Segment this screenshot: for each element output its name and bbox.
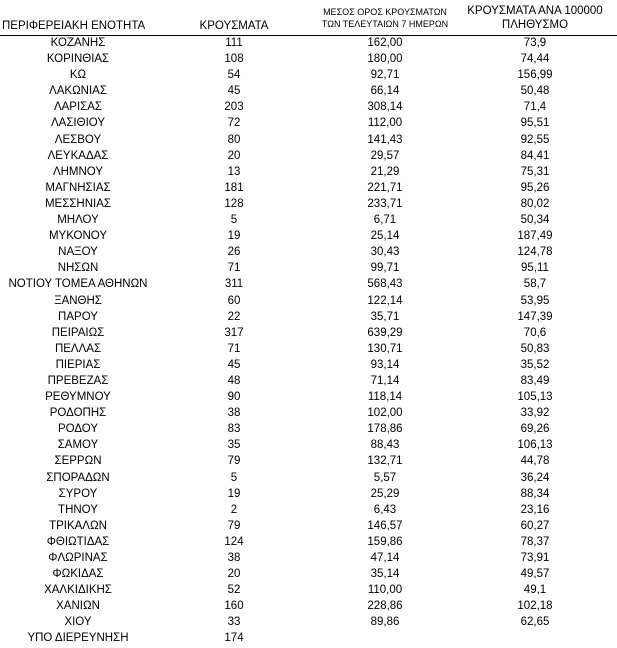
per100k-cell: 88,34 — [520, 487, 550, 500]
avg7-cell: 47,14 — [370, 552, 400, 564]
avg7-cell: 110,00 — [367, 584, 403, 597]
avg7-cell: 102,00 — [367, 407, 403, 420]
table-row — [0, 631, 617, 647]
per100k-cell: 95,11 — [521, 262, 549, 275]
avg7-cell: 146,57 — [367, 519, 403, 532]
cases-cell: 5 — [230, 471, 238, 484]
region-cell: ΜΥΚΟΝΟΥ — [48, 230, 108, 243]
avg7-cell: 180,00 — [367, 53, 403, 66]
header-region: ΠΕΡΙΦΕΡΕΙΑΚΗ ΕΝΟΤΗΤΑ — [2, 20, 146, 32]
table-row — [0, 406, 617, 422]
table-row — [0, 277, 617, 293]
per100k-cell: 62,65 — [520, 616, 550, 629]
region-cell: ΜΗΛΟΥ — [57, 214, 99, 227]
per100k-cell: 124,78 — [517, 246, 553, 259]
cases-cell: 26 — [227, 246, 241, 259]
avg7-cell: 92,71 — [370, 69, 400, 82]
region-cell: ΞΑΝΘΗΣ — [54, 294, 102, 307]
region-cell: ΜΑΓΝΗΣΙΑΣ — [45, 181, 111, 194]
per100k-cell: 156,99 — [517, 69, 553, 82]
region-cell: ΛΑΚΩΝΙΑΣ — [49, 85, 107, 98]
per100k-cell: 58,7 — [523, 278, 547, 291]
avg7-cell: 6,71 — [373, 214, 397, 227]
region-cell: ΚΟΡΙΝΘΙΑΣ — [46, 53, 110, 66]
table-row — [0, 84, 617, 100]
avg7-cell: 29,57 — [370, 149, 400, 162]
per100k-cell: 71,4 — [523, 101, 547, 114]
cases-cell: 90 — [227, 391, 241, 404]
region-cell: ΦΩΚΙΔΑΣ — [52, 568, 104, 581]
avg7-cell: 93,14 — [370, 358, 400, 371]
per100k-cell: 36,24 — [520, 471, 550, 484]
per100k-cell: 53,95 — [520, 294, 550, 307]
region-cell: ΠΡΕΒΕΖΑΣ — [47, 374, 109, 387]
region-cell: ΠΙΕΡΙΑΣ — [55, 358, 101, 371]
cases-cell: 38 — [227, 552, 241, 564]
avg7-cell: 89,86 — [370, 616, 400, 629]
table-row — [0, 567, 617, 583]
table-row — [0, 310, 617, 326]
cases-cell: 160 — [224, 600, 244, 613]
table-row — [0, 503, 617, 519]
avg7-cell: 221,71 — [367, 181, 403, 194]
avg7-cell: 132,71 — [367, 455, 403, 468]
per100k-cell: 106,13 — [517, 439, 553, 452]
per100k-cell: 35,52 — [520, 358, 550, 371]
avg7-cell: 308,14 — [367, 101, 403, 114]
cases-cell: 48 — [227, 374, 241, 387]
table-row — [0, 358, 617, 374]
cases-cell: 128 — [224, 197, 244, 210]
table-row — [0, 342, 617, 358]
table-row — [0, 100, 617, 116]
region-cell: ΧΑΝΙΩΝ — [56, 600, 100, 613]
cases-cell: 79 — [227, 519, 241, 532]
per100k-cell: 49,1 — [523, 584, 547, 597]
cases-cell: 71 — [227, 342, 241, 355]
region-cell: ΛΑΣΙΘΙΟΥ — [50, 117, 106, 130]
per100k-cell: 84,41 — [520, 149, 550, 162]
table-row — [0, 487, 617, 503]
table-row — [0, 471, 617, 487]
region-cell: ΜΕΣΣΗΝΙΑΣ — [44, 197, 112, 210]
region-cell: ΝΑΞΟΥ — [58, 246, 98, 259]
cases-cell: 72 — [227, 117, 241, 130]
region-cell: ΧΙΟΥ — [64, 616, 92, 629]
header-per100k-line1: ΚΡΟΥΣΜΑΤΑ ΑΝΑ 100000 — [467, 5, 603, 17]
region-cell: ΠΕΛΛΑΣ — [54, 342, 102, 355]
cases-cell: 19 — [227, 230, 241, 243]
header-avg7 — [310, 6, 460, 30]
per100k-cell: 187,49 — [517, 230, 553, 243]
avg7-cell: 568,43 — [367, 278, 403, 291]
avg7-cell: 35,14 — [370, 568, 400, 581]
avg7-cell: 21,29 — [370, 165, 400, 178]
region-cell: ΦΘΙΩΤΙΔΑΣ — [46, 535, 110, 548]
avg7-cell: 25,29 — [370, 487, 400, 500]
table-row — [0, 551, 617, 567]
region-cell: ΥΠΟ ΔΙΕΡΕΥΝΗΣΗ — [27, 632, 129, 645]
region-cell: ΛΕΣΒΟΥ — [54, 133, 102, 146]
cases-cell: 5 — [230, 214, 238, 227]
per100k-cell: 83,49 — [520, 374, 550, 387]
cases-cell: 38 — [227, 407, 241, 420]
table-row — [0, 181, 617, 197]
cases-cell: 20 — [227, 149, 241, 162]
table-row — [0, 454, 617, 470]
per100k-cell: 78,37 — [520, 535, 550, 548]
cases-cell: 71 — [227, 262, 241, 275]
per100k-cell: 102,18 — [517, 600, 553, 613]
region-cell: ΝΟΤΙΟΥ ΤΟΜΕΑ ΑΘΗΝΩΝ — [8, 278, 148, 291]
avg7-cell: 88,43 — [370, 439, 400, 452]
cases-cell: 60 — [227, 294, 241, 307]
avg7-cell: 5,57 — [373, 471, 397, 484]
cases-cell: 124 — [224, 535, 244, 548]
table-header — [0, 0, 617, 36]
table-row — [0, 438, 617, 454]
region-cell: ΠΑΡΟΥ — [58, 310, 98, 323]
region-cell: ΣΥΡΟΥ — [58, 487, 98, 500]
avg7-cell: 112,00 — [367, 117, 403, 130]
per100k-cell: 80,02 — [520, 197, 550, 210]
per100k-cell: 69,26 — [520, 423, 550, 436]
avg7-cell: 639,29 — [367, 326, 403, 339]
per100k-cell: 92,55 — [520, 133, 550, 146]
per100k-cell: 50,83 — [520, 342, 550, 355]
cases-cell: 311 — [224, 278, 244, 291]
avg7-cell: 118,14 — [367, 391, 403, 404]
per100k-cell: 70,6 — [523, 326, 547, 339]
cases-cell: 19 — [227, 487, 241, 500]
table-row — [0, 197, 617, 213]
table-row — [0, 165, 617, 181]
table-body — [0, 36, 617, 648]
region-cell: ΣΕΡΡΩΝ — [54, 455, 102, 468]
region-cell: ΡΟΔΟΥ — [57, 423, 99, 436]
region-cell: ΚΩ — [69, 69, 87, 82]
cases-cell: 52 — [227, 584, 241, 597]
header-cases: ΚΡΟΥΣΜΑΤΑ — [199, 20, 269, 32]
per100k-cell: 75,31 — [520, 165, 550, 178]
table-row — [0, 422, 617, 438]
table-row — [0, 149, 617, 165]
table-row — [0, 599, 617, 615]
cases-cell: 108 — [224, 53, 244, 66]
region-cell: ΦΛΩΡΙΝΑΣ — [48, 552, 108, 564]
region-cell: ΛΕΥΚΑΔΑΣ — [47, 149, 109, 162]
per100k-cell: 50,34 — [520, 214, 550, 227]
region-cell: ΤΡΙΚΑΛΩΝ — [49, 519, 107, 532]
avg7-cell: 6,43 — [373, 503, 397, 516]
region-cell: ΝΗΣΩΝ — [57, 262, 99, 275]
region-cell: ΣΑΜΟΥ — [57, 439, 99, 452]
table-row — [0, 294, 617, 310]
cases-cell: 13 — [227, 165, 241, 178]
table-row — [0, 52, 617, 68]
cases-cell: 2 — [230, 503, 238, 516]
header-per100k-line2: ΠΛΗΘΥΣΜΟ — [501, 19, 569, 31]
per100k-cell: 60,27 — [520, 519, 550, 532]
table-row — [0, 213, 617, 229]
cases-cell: 174 — [224, 632, 244, 645]
cases-cell: 83 — [227, 423, 241, 436]
per100k-cell: 73,9 — [523, 37, 547, 49]
avg7-cell: 30,43 — [370, 246, 400, 259]
table-row — [0, 374, 617, 390]
region-cell: ΤΗΝΟΥ — [58, 503, 98, 516]
header-per100k — [460, 4, 610, 32]
per100k-cell: 73,91 — [520, 552, 550, 564]
table-row — [0, 535, 617, 551]
per100k-cell: 74,44 — [520, 53, 550, 66]
per100k-cell: 105,13 — [517, 391, 553, 404]
avg7-cell: 25,14 — [370, 230, 400, 243]
per100k-cell: 33,92 — [520, 407, 550, 420]
region-cell: ΣΠΟΡΑΔΩΝ — [46, 471, 110, 484]
table-row — [0, 133, 617, 149]
avg7-cell: 122,14 — [367, 294, 403, 307]
region-cell: ΛΗΜΝΟΥ — [52, 165, 104, 178]
avg7-cell: 228,86 — [367, 600, 403, 613]
per100k-cell: 44,78 — [520, 455, 550, 468]
cases-cell: 35 — [227, 439, 241, 452]
region-cell: ΚΟΖΑΝΗΣ — [50, 37, 106, 49]
cases-cell: 20 — [227, 568, 241, 581]
cases-cell: 79 — [227, 455, 241, 468]
per100k-cell: 23,16 — [520, 503, 550, 516]
table-row — [0, 36, 617, 52]
avg7-cell: 71,14 — [370, 374, 400, 387]
cases-cell: 33 — [227, 616, 241, 629]
table-row — [0, 583, 617, 599]
per100k-cell: 95,26 — [520, 181, 550, 194]
table-row — [0, 519, 617, 535]
per100k-cell: 95,51 — [520, 117, 550, 130]
table-row — [0, 326, 617, 342]
region-cell: ΠΕΙΡΑΙΩΣ — [51, 326, 105, 339]
header-avg7-line1: ΜΕΣΟΣ ΟΡΟΣ ΚΡΟΥΣΜΑΤΩΝ — [323, 7, 447, 17]
avg7-cell: 233,71 — [367, 197, 403, 210]
header-avg7-line2: ΤΩΝ ΤΕΛΕΥΤΑΙΩΝ 7 ΗΜΕΡΩΝ — [321, 19, 449, 29]
cases-cell: 80 — [227, 133, 241, 146]
avg7-cell: 159,86 — [367, 535, 403, 548]
cases-cell: 111 — [225, 37, 243, 49]
table-row — [0, 245, 617, 261]
avg7-cell: 66,14 — [370, 85, 400, 98]
region-cell: ΡΕΘΥΜΝΟΥ — [45, 391, 111, 404]
cases-cell: 22 — [227, 310, 241, 323]
table-row — [0, 615, 617, 631]
table-row — [0, 261, 617, 277]
region-cell: ΧΑΛΚΙΔΙΚΗΣ — [44, 584, 112, 597]
avg7-cell: 35,71 — [370, 310, 400, 323]
per100k-cell: 49,57 — [520, 568, 550, 581]
cases-cell: 181 — [224, 181, 244, 194]
region-cell: ΛΑΡΙΣΑΣ — [53, 101, 103, 114]
cases-cell: 45 — [227, 85, 241, 98]
cases-cell: 45 — [227, 358, 241, 371]
table-row — [0, 390, 617, 406]
per100k-cell: 50,48 — [520, 85, 550, 98]
avg7-cell: 130,71 — [367, 342, 403, 355]
avg7-cell: 162,00 — [367, 37, 403, 49]
table-row — [0, 116, 617, 132]
avg7-cell: 99,71 — [370, 262, 400, 275]
avg7-cell: 141,43 — [367, 133, 403, 146]
table-row — [0, 68, 617, 84]
cases-cell: 317 — [224, 326, 244, 339]
table-row — [0, 229, 617, 245]
avg7-cell: 178,86 — [367, 423, 403, 436]
per100k-cell: 147,39 — [517, 310, 553, 323]
cases-cell: 203 — [224, 101, 244, 114]
region-cell: ΡΟΔΟΠΗΣ — [49, 407, 107, 420]
cases-cell: 54 — [227, 69, 241, 82]
